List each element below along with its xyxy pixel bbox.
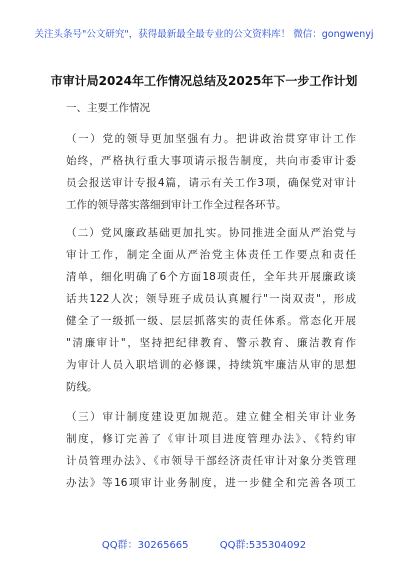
paragraph-line: 为审计人员入职培训的必修课，持续筑牢廉洁从审的思想: [66, 359, 356, 371]
promo-footer: [0, 536, 408, 551]
paragraph-line: 员会报送审计专报4篇，请示有关工作3项，确保党对审计: [66, 177, 356, 189]
paragraph-line: 审计工作，制定全面从严治党主体责任工作要点和责任: [66, 249, 356, 261]
document-title: 市审计局2024年工作情况总结及2025年下一步工作计划: [50, 74, 358, 88]
paragraph-line: 始终，严格执行重大事项请示报告制度，共向市委审计委: [66, 155, 356, 167]
promo-header: 关注头条号"公文研究"，获得最新最全最专业的公文资料库！ 微信：gongwenyj: [34, 29, 374, 40]
qq-group-1: QQ群：30265665: [101, 540, 189, 551]
paragraph-line: （一）党的领导更加坚强有力。把讲政治贯穿审计工作: [66, 133, 356, 145]
paragraph-line: "清廉审计"，坚持把纪律教育、警示教育、廉洁教育作: [66, 337, 356, 349]
paragraph-party-leadership: [66, 128, 356, 216]
paragraph-line: 话共122人次；领导班子成员认真履行"一岗双责"，形成: [66, 293, 356, 305]
paragraph-line: 计员管理办法》、《市领导干部经济责任审计对象分类管理: [66, 455, 356, 467]
paragraph-line: （二）党风廉政基础更加扎实。协同推进全面从严治党与: [66, 227, 356, 239]
paragraph-line: 工作的领导落实落细到审计工作全过程各环节。: [66, 199, 287, 211]
paragraph-line: 清单，细化明确了6个方面18项责任，全年共开展廉政谈: [66, 271, 356, 283]
qq-group-2: QQ群:535304092: [219, 540, 307, 551]
paragraph-audit-system: [66, 406, 356, 494]
paragraph-line: 健全了一级抓一级、层层抓落实的责任体系。常态化开展: [66, 315, 356, 327]
paragraph-clean-government: [66, 222, 356, 398]
paragraph-line: 防线。: [66, 381, 98, 393]
section-heading: 一、主要工作情况: [66, 102, 150, 114]
paragraph-line: 办法》等16项审计业务制度，进一步健全和完善各项工: [66, 477, 356, 489]
paragraph-line: （三）审计制度建设更加规范。建立健全相关审计业务: [66, 411, 356, 423]
paragraph-line: 制度，修订完善了《审计项目进度管理办法》、《特约审: [66, 433, 356, 445]
